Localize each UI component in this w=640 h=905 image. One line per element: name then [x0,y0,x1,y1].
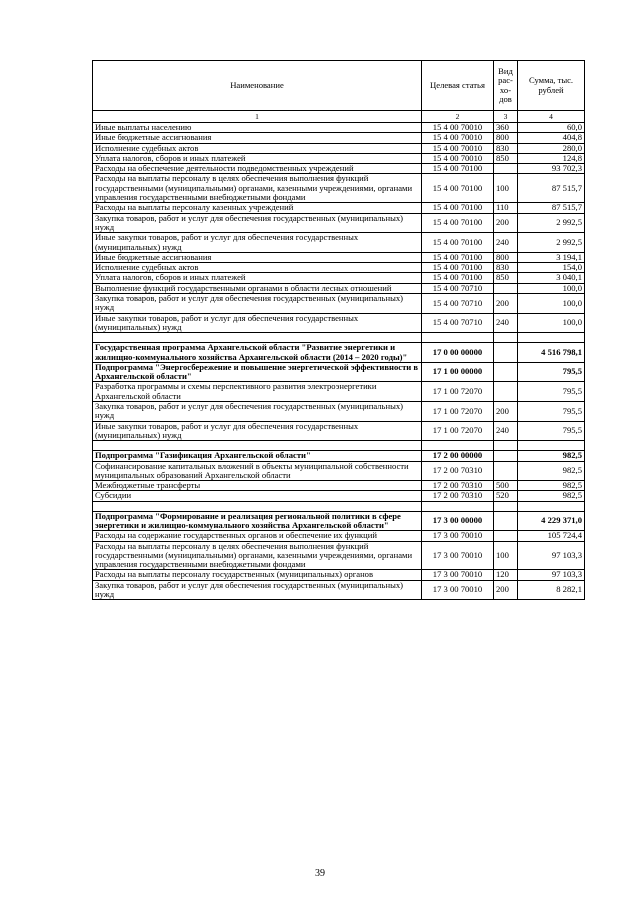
empty-cell [93,333,422,343]
row-sum-cell: 8 282,1 [518,580,585,600]
row-name-cell: Закупка товаров, работ и услуг для обеспечения государственных (муниципальных) нужд [93,580,422,600]
row-name-cell: Софинансирование капитальных вложений в объекты муниципальной собственности муниципальных образований Архангельской области [93,461,422,481]
table-row [93,541,585,570]
table-row [93,343,585,363]
row-vid-cell [494,461,518,481]
row-vid-cell: 360 [494,123,518,133]
row-vid-cell: 110 [494,203,518,213]
row-sum-cell: 60,0 [518,123,585,133]
row-code-cell: 17 2 00 00000 [422,451,494,461]
row-sum-cell: 982,5 [518,461,585,481]
column-number-row [93,111,585,123]
row-sum-cell: 982,5 [518,451,585,461]
empty-cell [93,441,422,451]
row-sum-cell: 795,5 [518,382,585,402]
row-name-cell: Иные выплаты населению [93,123,422,133]
row-vid-cell: 240 [494,313,518,333]
row-vid-cell: 200 [494,213,518,233]
empty-cell [494,501,518,511]
empty-cell [422,441,494,451]
row-name-cell: Разработка программы и схемы перспективного развития электроэнергетики Архангельской области [93,382,422,402]
row-vid-cell [494,511,518,531]
row-vid-cell: 100 [494,541,518,570]
row-sum-cell: 982,5 [518,491,585,501]
row-sum-cell: 4 229 371,0 [518,511,585,531]
row-sum-cell: 280,0 [518,143,585,153]
table-row [93,263,585,273]
row-sum-cell: 87 515,7 [518,203,585,213]
row-name-cell: Расходы на выплаты персоналу казенных учреждений [93,203,422,213]
column-number: 4 [518,111,585,123]
row-name-cell: Межбюджетные трансферты [93,481,422,491]
row-sum-cell: 795,5 [518,421,585,441]
table-row [93,123,585,133]
row-code-cell: 17 1 00 00000 [422,362,494,382]
table-row [93,233,585,253]
row-code-cell: 15 4 00 70100 [422,263,494,273]
row-vid-cell [494,382,518,402]
row-vid-cell: 830 [494,143,518,153]
table-row [93,402,585,422]
row-name-cell: Исполнение судебных актов [93,263,422,273]
row-sum-cell: 97 103,3 [518,570,585,580]
row-name-cell: Иные закупки товаров, работ и услуг для обеспечения государственных (муниципальных) нужд [93,313,422,333]
table-row [93,362,585,382]
empty-cell [518,501,585,511]
row-code-cell: 17 3 00 70010 [422,580,494,600]
row-code-cell: 17 1 00 72070 [422,402,494,422]
table-row [93,491,585,501]
row-name-cell: Закупка товаров, работ и услуг для обеспечения государственных (муниципальных) нужд [93,213,422,233]
row-code-cell: 15 4 00 70710 [422,283,494,293]
blank-row [93,441,585,451]
row-sum-cell: 3 194,1 [518,252,585,262]
row-vid-cell: 100 [494,174,518,203]
row-sum-cell: 100,0 [518,294,585,314]
budget-table [92,60,585,600]
row-name-cell: Иные закупки товаров, работ и услуг для обеспечения государственных (муниципальных) нужд [93,421,422,441]
row-name-cell: Уплата налогов, сборов и иных платежей [93,273,422,283]
row-vid-cell: 800 [494,252,518,262]
row-code-cell: 17 2 00 70310 [422,461,494,481]
row-name-cell: Подпрограмма "Формирование и реализация региональной политики в сфере энергетики и жилищно-коммунального хозяйства Архангельской области" [93,511,422,531]
row-code-cell: 15 4 00 70010 [422,123,494,133]
table-row [93,313,585,333]
table-row [93,153,585,163]
row-name-cell: Субсидии [93,491,422,501]
table-row [93,531,585,541]
row-code-cell: 15 4 00 70010 [422,153,494,163]
table-row [93,580,585,600]
row-name-cell: Закупка товаров, работ и услуг для обеспечения государственных (муниципальных) нужд [93,402,422,422]
page-number: 39 [315,868,325,879]
row-vid-cell: 500 [494,481,518,491]
header-sum: Сумма, тыс. рублей [518,61,585,111]
table-row [93,570,585,580]
row-code-cell: 15 4 00 70100 [422,213,494,233]
row-vid-cell: 830 [494,263,518,273]
row-code-cell: 17 0 00 00000 [422,343,494,363]
row-name-cell: Подпрограмма "Газификация Архангельской области" [93,451,422,461]
row-sum-cell: 2 992,5 [518,233,585,253]
row-vid-cell: 520 [494,491,518,501]
row-name-cell: Расходы на содержание государственных органов и обеспечение их функций [93,531,422,541]
table-row [93,421,585,441]
row-code-cell: 15 4 00 70710 [422,313,494,333]
empty-cell [494,333,518,343]
table-row [93,174,585,203]
row-vid-cell: 120 [494,570,518,580]
row-name-cell: Расходы на обеспечение деятельности подведомственных учреждений [93,164,422,174]
row-sum-cell: 404,8 [518,133,585,143]
table-row [93,203,585,213]
header-row [93,61,585,111]
header-name: Наименование [93,61,422,111]
row-code-cell: 15 4 00 70010 [422,133,494,143]
row-code-cell: 17 1 00 72070 [422,382,494,402]
row-name-cell: Иные бюджетные ассигнования [93,133,422,143]
row-vid-cell: 800 [494,133,518,143]
row-sum-cell: 154,0 [518,263,585,273]
row-vid-cell [494,343,518,363]
row-name-cell: Иные бюджетные ассигнования [93,252,422,262]
row-code-cell: 17 2 00 70310 [422,491,494,501]
row-sum-cell: 100,0 [518,283,585,293]
row-code-cell: 17 3 00 70010 [422,531,494,541]
table-row [93,481,585,491]
row-vid-cell: 240 [494,233,518,253]
row-vid-cell [494,164,518,174]
row-code-cell: 15 4 00 70100 [422,203,494,213]
row-name-cell: Закупка товаров, работ и услуг для обеспечения государственных (муниципальных) нужд [93,294,422,314]
row-sum-cell: 982,5 [518,481,585,491]
table-row [93,133,585,143]
table-row [93,511,585,531]
row-sum-cell: 795,5 [518,362,585,382]
row-vid-cell: 200 [494,580,518,600]
row-sum-cell: 124,8 [518,153,585,163]
empty-cell [518,441,585,451]
empty-cell [422,333,494,343]
row-code-cell: 15 4 00 70100 [422,252,494,262]
row-code-cell: 15 4 00 70100 [422,164,494,174]
row-name-cell: Исполнение судебных актов [93,143,422,153]
table-row [93,283,585,293]
row-vid-cell: 200 [494,402,518,422]
row-code-cell: 17 3 00 00000 [422,511,494,531]
empty-cell [494,441,518,451]
row-sum-cell: 795,5 [518,402,585,422]
row-name-cell: Расходы на выплаты персоналу государственных (муниципальных) органов [93,570,422,580]
row-vid-cell: 200 [494,294,518,314]
row-name-cell: Государственная программа Архангельской области "Развитие энергетики и жилищно-коммунального хозяйства Архангельской области (2014 – 2020 годы)" [93,343,422,363]
row-vid-cell: 850 [494,273,518,283]
table-row [93,294,585,314]
table-row [93,451,585,461]
row-sum-cell: 4 516 798,1 [518,343,585,363]
row-code-cell: 15 4 00 70100 [422,233,494,253]
row-sum-cell: 2 992,5 [518,213,585,233]
row-name-cell: Расходы на выплаты персоналу в целях обеспечения выполнения функций государственными (муниципальными) органами, казенными учреждениями, органами управления государственными внебюджетными фондами [93,541,422,570]
row-code-cell: 15 4 00 70710 [422,294,494,314]
blank-row [93,333,585,343]
table-row [93,461,585,481]
header-vid: Вид рас-хо-дов [494,61,518,111]
table-row [93,213,585,233]
row-vid-cell [494,362,518,382]
row-code-cell: 15 4 00 70100 [422,174,494,203]
row-name-cell: Выполнение функций государственными органами в области лесных отношений [93,283,422,293]
empty-cell [422,501,494,511]
row-name-cell: Иные закупки товаров, работ и услуг для обеспечения государственных (муниципальных) нужд [93,233,422,253]
row-sum-cell: 93 702,3 [518,164,585,174]
row-code-cell: 17 1 00 72070 [422,421,494,441]
blank-row [93,501,585,511]
row-sum-cell: 97 103,3 [518,541,585,570]
row-vid-cell: 850 [494,153,518,163]
row-sum-cell: 100,0 [518,313,585,333]
table-row [93,382,585,402]
column-number: 2 [422,111,494,123]
budget-table-body [93,61,585,600]
row-name-cell: Уплата налогов, сборов и иных платежей [93,153,422,163]
row-sum-cell: 105 724,4 [518,531,585,541]
table-row [93,143,585,153]
header-code: Целевая статья [422,61,494,111]
column-number: 1 [93,111,422,123]
row-code-cell: 17 3 00 70010 [422,541,494,570]
row-vid-cell: 240 [494,421,518,441]
row-vid-cell [494,283,518,293]
row-vid-cell [494,451,518,461]
row-code-cell: 17 2 00 70310 [422,481,494,491]
row-name-cell: Расходы на выплаты персоналу в целях обеспечения выполнения функций государственными (муниципальными) органами, казенными учреждениями, органами управления государственными внебюджетными фондами [93,174,422,203]
row-sum-cell: 3 040,1 [518,273,585,283]
table-row [93,252,585,262]
row-code-cell: 15 4 00 70100 [422,273,494,283]
row-name-cell: Подпрограмма "Энергосбережение и повышение энергетической эффективности в Архангельской области" [93,362,422,382]
table-row [93,164,585,174]
row-vid-cell [494,531,518,541]
empty-cell [93,501,422,511]
row-code-cell: 15 4 00 70010 [422,143,494,153]
table-row [93,273,585,283]
row-sum-cell: 87 515,7 [518,174,585,203]
empty-cell [518,333,585,343]
column-number: 3 [494,111,518,123]
row-code-cell: 17 3 00 70010 [422,570,494,580]
